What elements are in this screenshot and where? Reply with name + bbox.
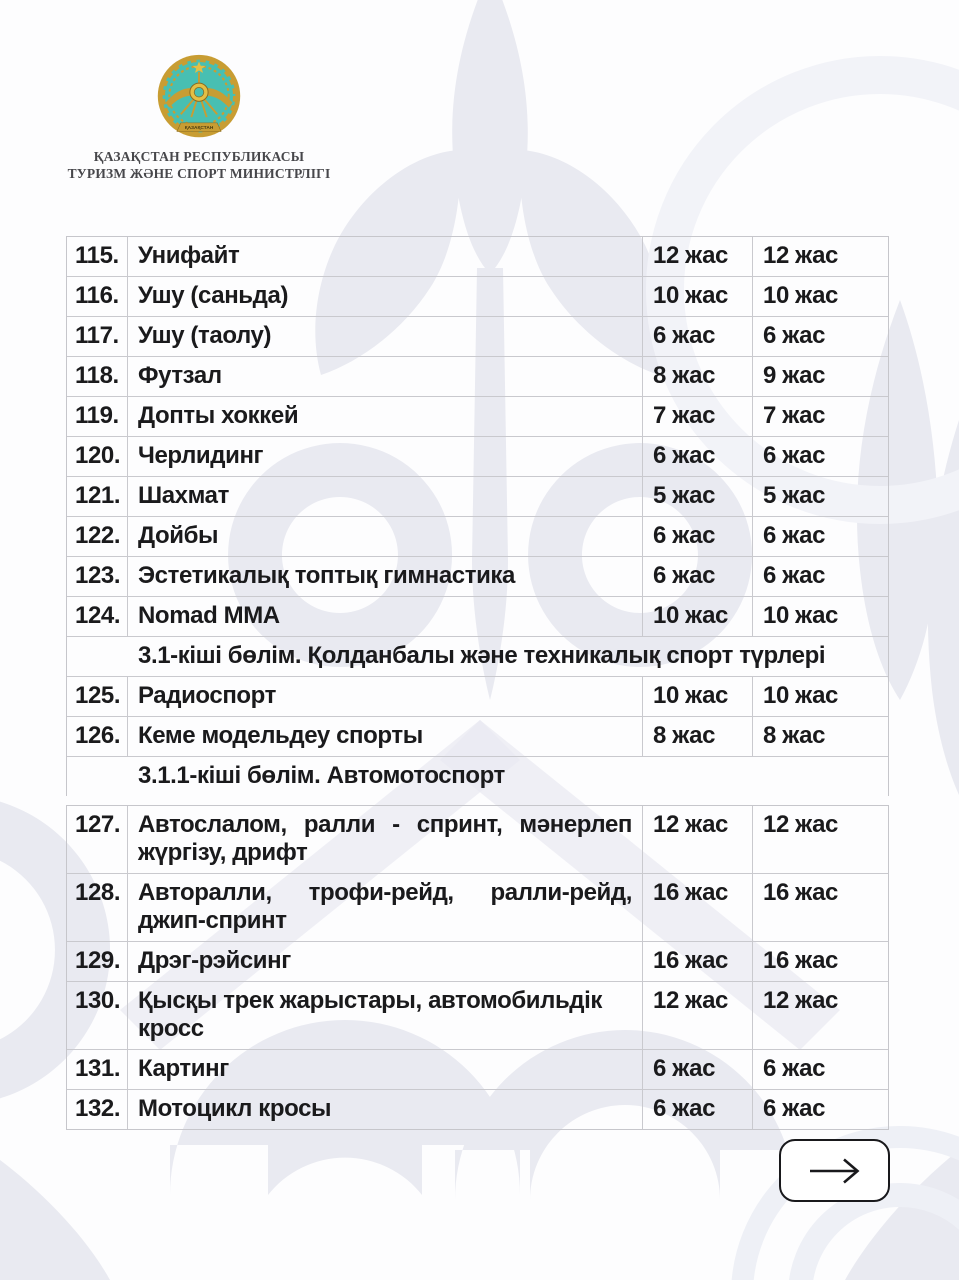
cell-age-2: 16 жас: [763, 879, 838, 906]
cell-sport-name: Мотоцикл кросы: [128, 1090, 643, 1129]
section-label: 3.1.1-кіші бөлім. Автомотоспорт: [138, 762, 505, 789]
cell-number: 128.: [67, 874, 128, 941]
cell-age-1: 6 жас: [643, 1050, 753, 1089]
cell-age-1: 6 жас: [643, 317, 753, 356]
table-row: [67, 716, 888, 756]
cell-number: 126.: [67, 717, 128, 756]
cell-age-2: 10 жас: [763, 682, 838, 709]
cell-sport-name: Допты хоккей: [128, 397, 643, 436]
cell-age-2: 10 жас: [763, 602, 838, 629]
right-arrow-icon: [804, 1154, 866, 1188]
table-row: [67, 476, 888, 516]
cell-sport-name: Авторалли, трофи-рейд, ралли-рейд, джип-спринт: [128, 874, 643, 941]
cell-sport-name: Ушу (таолу): [128, 317, 643, 356]
table-row: [67, 1049, 888, 1089]
cell-sport-name: Унифайт: [128, 237, 643, 276]
cell-number: 125.: [67, 677, 128, 716]
cell-age-1: 8 жас: [643, 357, 753, 396]
cell-sport-name: Кеме модельдеу спорты: [128, 717, 643, 756]
cell-age-1: 16 жас: [643, 942, 753, 981]
cell-sport-name: Қысқы трек жарыстары, автомобильдік кросс: [128, 982, 643, 1049]
ministry-name-line2: ТУРИЗМ ЖӘНЕ СПОРТ МИНИСТРЛІГІ: [67, 165, 331, 181]
cell-sport-name: Радиоспорт: [128, 677, 643, 716]
cell-age-2: 12 жас: [763, 811, 838, 838]
sports-age-table: [66, 236, 889, 1130]
cell-number: 132.: [67, 1090, 128, 1129]
cell-sport-name: Nomad MMA: [128, 597, 643, 636]
cell-age-1: 6 жас: [643, 1090, 753, 1129]
cell-age-1: 12 жас: [643, 806, 753, 873]
cell-age-1: 6 жас: [643, 437, 753, 476]
kazakhstan-coat-of-arms-logo: [153, 52, 245, 142]
table-row: [67, 941, 888, 981]
cell-age-1: 10 жас: [643, 277, 753, 316]
cell-sport-name: Эстетикалық топтық гимнастика: [128, 557, 643, 596]
cell-sport-name: Футзал: [128, 357, 643, 396]
table-row: [67, 806, 888, 873]
table-row: [67, 676, 888, 716]
cell-number: 124.: [67, 597, 128, 636]
cell-age-2: 10 жас: [763, 282, 838, 309]
table-row: [67, 316, 888, 356]
table-row: [67, 873, 888, 941]
table-row: [67, 237, 888, 276]
cell-age-2: 6 жас: [763, 442, 826, 469]
cell-age-2: 6 жас: [763, 1095, 826, 1122]
cell-age-1: 7 жас: [643, 397, 753, 436]
cell-age-2: 7 жас: [763, 402, 826, 429]
table-row: [67, 436, 888, 476]
cell-age-2: 6 жас: [763, 522, 826, 549]
cell-age-2: 6 жас: [763, 322, 826, 349]
section-header-row: [67, 756, 888, 796]
table-block-2: [66, 805, 889, 1130]
cell-age-2: 6 жас: [763, 1055, 826, 1082]
letterhead: [55, 52, 343, 182]
cell-number: 115.: [67, 237, 128, 276]
cell-number: 121.: [67, 477, 128, 516]
cell-sport-name: Дойбы: [128, 517, 643, 556]
cell-age-2: 9 жас: [763, 362, 826, 389]
cell-sport-name: Дрэг-рэйсинг: [128, 942, 643, 981]
cell-number: 129.: [67, 942, 128, 981]
table-row: [67, 596, 888, 636]
cell-age-1: 10 жас: [643, 597, 753, 636]
cell-sport-name: Ушу (саньда): [128, 277, 643, 316]
table-row: [67, 276, 888, 316]
cell-sport-name: Автослалом, ралли - спринт, мәнерлеп жүргізу, дрифт: [128, 806, 643, 873]
cell-age-2: 5 жас: [763, 482, 826, 509]
cell-age-1: 6 жас: [643, 557, 753, 596]
table-row: [67, 981, 888, 1049]
next-page-button[interactable]: [779, 1139, 890, 1202]
section-header-row: [67, 636, 888, 676]
cell-age-2: 12 жас: [763, 987, 838, 1014]
cell-number: 123.: [67, 557, 128, 596]
cell-number: 118.: [67, 357, 128, 396]
cell-age-1: 8 жас: [643, 717, 753, 756]
cell-age-1: 16 жас: [643, 874, 753, 941]
cell-number: 119.: [67, 397, 128, 436]
table-row: [67, 1089, 888, 1129]
ministry-name-line1: ҚАЗАҚСТАН РЕСПУБЛИКАСЫ: [93, 149, 305, 164]
emblem-banner-text: ҚАЗАҚСТАН: [184, 126, 214, 132]
cell-age-2: 8 жас: [763, 722, 826, 749]
cell-age-1: 6 жас: [643, 517, 753, 556]
cell-sport-name: Черлидинг: [128, 437, 643, 476]
cell-number: 130.: [67, 982, 128, 1049]
cell-age-2: 6 жас: [763, 562, 826, 589]
cell-sport-name: Картинг: [128, 1050, 643, 1089]
cell-age-2: 12 жас: [763, 242, 838, 269]
cell-number: 127.: [67, 806, 128, 873]
table-block-1: [66, 236, 889, 796]
table-row: [67, 356, 888, 396]
table-row: [67, 396, 888, 436]
table-row: [67, 556, 888, 596]
cell-number: 122.: [67, 517, 128, 556]
cell-age-2: 16 жас: [763, 947, 838, 974]
cell-number: 116.: [67, 277, 128, 316]
cell-sport-name: Шахмат: [128, 477, 643, 516]
cell-age-1: 5 жас: [643, 477, 753, 516]
cell-age-1: 10 жас: [643, 677, 753, 716]
ministry-name: [55, 149, 343, 182]
cell-age-1: 12 жас: [643, 237, 753, 276]
cell-number: 120.: [67, 437, 128, 476]
cell-age-1: 12 жас: [643, 982, 753, 1049]
cell-number: 131.: [67, 1050, 128, 1089]
section-label: 3.1-кіші бөлім. Қолданбалы және техникалық спорт түрлері: [138, 642, 826, 669]
table-row: [67, 516, 888, 556]
cell-number: 117.: [67, 317, 128, 356]
